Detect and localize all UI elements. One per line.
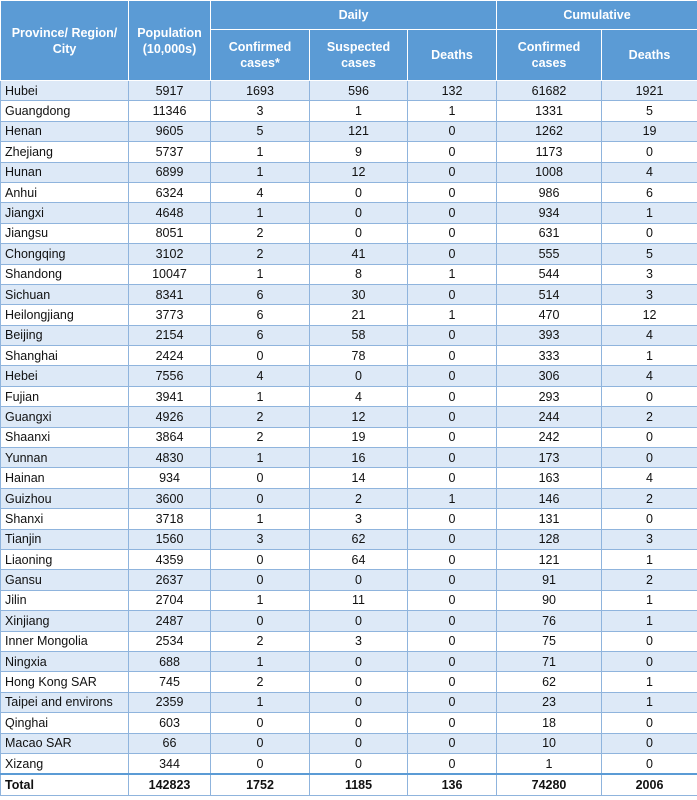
cumulative-confirmed-cell: 10 [497, 733, 602, 753]
daily-confirmed-cell: 2 [211, 427, 310, 447]
daily-deaths-cell: 0 [408, 386, 497, 406]
cumulative-confirmed-cell: 61682 [497, 81, 602, 101]
population-cell: 5737 [129, 142, 211, 162]
daily-suspected-cell: 62 [310, 529, 408, 549]
daily-suspected-cell: 4 [310, 386, 408, 406]
cumulative-deaths-cell: 1 [602, 672, 697, 692]
population-cell: 9605 [129, 121, 211, 141]
region-cell: Tianjin [1, 529, 129, 549]
daily-deaths-cell: 0 [408, 203, 497, 223]
table-row [1, 244, 697, 264]
cumulative-confirmed-cell: 293 [497, 386, 602, 406]
region-cell: Guizhou [1, 488, 129, 508]
daily-deaths-cell: 0 [408, 223, 497, 243]
daily-confirmed-cell: 4 [211, 182, 310, 202]
daily-confirmed-cell: 5 [211, 121, 310, 141]
total-daily-suspected: 1185 [310, 774, 408, 796]
table-row [1, 509, 697, 529]
region-cell: Sichuan [1, 284, 129, 304]
table-row [1, 81, 697, 101]
population-cell: 8341 [129, 284, 211, 304]
region-cell: Fujian [1, 386, 129, 406]
population-cell: 3718 [129, 509, 211, 529]
header-region: Province/ Region/ City [1, 1, 129, 81]
daily-deaths-cell: 0 [408, 651, 497, 671]
daily-deaths-cell: 0 [408, 121, 497, 141]
cumulative-confirmed-cell: 544 [497, 264, 602, 284]
daily-deaths-cell: 0 [408, 509, 497, 529]
cumulative-deaths-cell: 0 [602, 142, 697, 162]
table-row [1, 590, 697, 610]
population-cell: 2534 [129, 631, 211, 651]
cumulative-confirmed-cell: 146 [497, 488, 602, 508]
region-cell: Hubei [1, 81, 129, 101]
header-population: Population (10,000s) [129, 1, 211, 81]
table-row [1, 346, 697, 366]
population-cell: 4926 [129, 407, 211, 427]
population-cell: 3773 [129, 305, 211, 325]
cumulative-confirmed-cell: 333 [497, 346, 602, 366]
daily-deaths-cell: 0 [408, 448, 497, 468]
daily-confirmed-cell: 0 [211, 611, 310, 631]
population-cell: 934 [129, 468, 211, 488]
cumulative-deaths-cell: 3 [602, 284, 697, 304]
table-row [1, 223, 697, 243]
daily-deaths-cell: 0 [408, 346, 497, 366]
population-cell: 66 [129, 733, 211, 753]
population-cell: 4648 [129, 203, 211, 223]
region-cell: Liaoning [1, 549, 129, 569]
cumulative-confirmed-cell: 470 [497, 305, 602, 325]
cumulative-confirmed-cell: 986 [497, 182, 602, 202]
daily-confirmed-cell: 6 [211, 325, 310, 345]
region-cell: Shandong [1, 264, 129, 284]
table-row [1, 468, 697, 488]
daily-confirmed-cell: 0 [211, 346, 310, 366]
population-cell: 3941 [129, 386, 211, 406]
population-cell: 344 [129, 753, 211, 774]
cumulative-deaths-cell: 12 [602, 305, 697, 325]
cumulative-confirmed-cell: 1173 [497, 142, 602, 162]
cumulative-deaths-cell: 0 [602, 223, 697, 243]
daily-confirmed-cell: 0 [211, 488, 310, 508]
total-cumulative-confirmed: 74280 [497, 774, 602, 796]
header-daily-suspected: Suspected cases [310, 30, 408, 81]
table-row [1, 407, 697, 427]
region-cell: Shanxi [1, 509, 129, 529]
table-row [1, 284, 697, 304]
daily-deaths-cell: 1 [408, 101, 497, 121]
daily-deaths-cell: 0 [408, 366, 497, 386]
region-cell: Henan [1, 121, 129, 141]
cumulative-deaths-cell: 6 [602, 182, 697, 202]
daily-confirmed-cell: 1 [211, 692, 310, 712]
region-cell: Hunan [1, 162, 129, 182]
daily-suspected-cell: 0 [310, 692, 408, 712]
daily-suspected-cell: 64 [310, 549, 408, 569]
region-cell: Jiangsu [1, 223, 129, 243]
cumulative-deaths-cell: 0 [602, 509, 697, 529]
population-cell: 4359 [129, 549, 211, 569]
daily-confirmed-cell: 6 [211, 305, 310, 325]
daily-deaths-cell: 132 [408, 81, 497, 101]
daily-deaths-cell: 1 [408, 488, 497, 508]
daily-deaths-cell: 0 [408, 672, 497, 692]
population-cell: 745 [129, 672, 211, 692]
cumulative-deaths-cell: 3 [602, 529, 697, 549]
table-row [1, 753, 697, 774]
region-cell: Heilongjiang [1, 305, 129, 325]
daily-suspected-cell: 0 [310, 733, 408, 753]
cumulative-deaths-cell: 1 [602, 692, 697, 712]
table-row [1, 305, 697, 325]
daily-deaths-cell: 0 [408, 284, 497, 304]
population-cell: 5917 [129, 81, 211, 101]
daily-deaths-cell: 0 [408, 590, 497, 610]
daily-deaths-cell: 0 [408, 713, 497, 733]
cumulative-deaths-cell: 0 [602, 427, 697, 447]
cumulative-deaths-cell: 0 [602, 448, 697, 468]
daily-suspected-cell: 16 [310, 448, 408, 468]
region-cell: Guangdong [1, 101, 129, 121]
region-cell: Yunnan [1, 448, 129, 468]
daily-deaths-cell: 0 [408, 162, 497, 182]
total-label: Total [1, 774, 129, 796]
cumulative-confirmed-cell: 173 [497, 448, 602, 468]
daily-confirmed-cell: 1 [211, 448, 310, 468]
daily-suspected-cell: 0 [310, 182, 408, 202]
daily-suspected-cell: 58 [310, 325, 408, 345]
daily-confirmed-cell: 1693 [211, 81, 310, 101]
cumulative-deaths-cell: 4 [602, 162, 697, 182]
population-cell: 688 [129, 651, 211, 671]
daily-confirmed-cell: 6 [211, 284, 310, 304]
daily-deaths-cell: 0 [408, 182, 497, 202]
daily-confirmed-cell: 2 [211, 223, 310, 243]
daily-confirmed-cell: 3 [211, 101, 310, 121]
daily-confirmed-cell: 1 [211, 203, 310, 223]
table-header [1, 1, 697, 81]
cumulative-confirmed-cell: 1 [497, 753, 602, 774]
table-row [1, 713, 697, 733]
cumulative-deaths-cell: 0 [602, 631, 697, 651]
region-cell: Chongqing [1, 244, 129, 264]
daily-suspected-cell: 2 [310, 488, 408, 508]
cumulative-confirmed-cell: 514 [497, 284, 602, 304]
cumulative-deaths-cell: 1 [602, 346, 697, 366]
cumulative-confirmed-cell: 934 [497, 203, 602, 223]
cumulative-confirmed-cell: 75 [497, 631, 602, 651]
table-row [1, 366, 697, 386]
daily-confirmed-cell: 1 [211, 509, 310, 529]
daily-suspected-cell: 0 [310, 570, 408, 590]
cumulative-confirmed-cell: 631 [497, 223, 602, 243]
cumulative-confirmed-cell: 71 [497, 651, 602, 671]
cumulative-deaths-cell: 1921 [602, 81, 697, 101]
daily-suspected-cell: 0 [310, 223, 408, 243]
region-cell: Jilin [1, 590, 129, 610]
cumulative-deaths-cell: 0 [602, 386, 697, 406]
table-row [1, 733, 697, 753]
population-cell: 3600 [129, 488, 211, 508]
daily-deaths-cell: 1 [408, 305, 497, 325]
daily-suspected-cell: 30 [310, 284, 408, 304]
daily-confirmed-cell: 1 [211, 386, 310, 406]
daily-confirmed-cell: 1 [211, 590, 310, 610]
daily-confirmed-cell: 2 [211, 672, 310, 692]
cumulative-confirmed-cell: 23 [497, 692, 602, 712]
daily-confirmed-cell: 1 [211, 162, 310, 182]
cumulative-deaths-cell: 1 [602, 549, 697, 569]
region-cell: Zhejiang [1, 142, 129, 162]
total-population: 142823 [129, 774, 211, 796]
cumulative-confirmed-cell: 128 [497, 529, 602, 549]
cumulative-confirmed-cell: 121 [497, 549, 602, 569]
daily-deaths-cell: 0 [408, 529, 497, 549]
population-cell: 6324 [129, 182, 211, 202]
daily-suspected-cell: 3 [310, 631, 408, 651]
region-cell: Shanghai [1, 346, 129, 366]
cumulative-deaths-cell: 0 [602, 651, 697, 671]
total-daily-deaths: 136 [408, 774, 497, 796]
cumulative-confirmed-cell: 62 [497, 672, 602, 692]
population-cell: 2359 [129, 692, 211, 712]
daily-deaths-cell: 0 [408, 611, 497, 631]
region-cell: Qinghai [1, 713, 129, 733]
cumulative-deaths-cell: 4 [602, 325, 697, 345]
header-daily-confirmed: Confirmed cases* [211, 30, 310, 81]
region-cell: Ningxia [1, 651, 129, 671]
table-row [1, 264, 697, 284]
population-cell: 1560 [129, 529, 211, 549]
header-cumulative-group: Cumulative [497, 1, 697, 30]
cumulative-confirmed-cell: 131 [497, 509, 602, 529]
population-cell: 2637 [129, 570, 211, 590]
daily-deaths-cell: 0 [408, 753, 497, 774]
cumulative-deaths-cell: 3 [602, 264, 697, 284]
daily-suspected-cell: 12 [310, 162, 408, 182]
daily-confirmed-cell: 1 [211, 651, 310, 671]
daily-suspected-cell: 0 [310, 203, 408, 223]
population-cell: 2424 [129, 346, 211, 366]
region-cell: Guangxi [1, 407, 129, 427]
table-footer [1, 774, 697, 796]
daily-suspected-cell: 0 [310, 366, 408, 386]
daily-confirmed-cell: 2 [211, 407, 310, 427]
daily-suspected-cell: 9 [310, 142, 408, 162]
total-cumulative-deaths: 2006 [602, 774, 697, 796]
daily-deaths-cell: 0 [408, 570, 497, 590]
population-cell: 2154 [129, 325, 211, 345]
table-row [1, 611, 697, 631]
table-row [1, 121, 697, 141]
cumulative-confirmed-cell: 1331 [497, 101, 602, 121]
cumulative-confirmed-cell: 90 [497, 590, 602, 610]
daily-deaths-cell: 1 [408, 264, 497, 284]
daily-confirmed-cell: 0 [211, 468, 310, 488]
table-row [1, 325, 697, 345]
cumulative-confirmed-cell: 163 [497, 468, 602, 488]
daily-deaths-cell: 0 [408, 244, 497, 264]
daily-deaths-cell: 0 [408, 407, 497, 427]
table-row [1, 448, 697, 468]
table-row [1, 203, 697, 223]
daily-suspected-cell: 41 [310, 244, 408, 264]
daily-suspected-cell: 121 [310, 121, 408, 141]
daily-deaths-cell: 0 [408, 549, 497, 569]
table-row [1, 101, 697, 121]
region-cell: Gansu [1, 570, 129, 590]
cumulative-deaths-cell: 1 [602, 203, 697, 223]
cumulative-confirmed-cell: 306 [497, 366, 602, 386]
cumulative-deaths-cell: 0 [602, 753, 697, 774]
table-row [1, 631, 697, 651]
region-cell: Anhui [1, 182, 129, 202]
header-daily-deaths: Deaths [408, 30, 497, 81]
daily-deaths-cell: 0 [408, 468, 497, 488]
daily-confirmed-cell: 3 [211, 529, 310, 549]
region-cell: Hainan [1, 468, 129, 488]
region-cell: Inner Mongolia [1, 631, 129, 651]
cumulative-confirmed-cell: 18 [497, 713, 602, 733]
daily-suspected-cell: 21 [310, 305, 408, 325]
cumulative-deaths-cell: 5 [602, 244, 697, 264]
table-row [1, 182, 697, 202]
cumulative-confirmed-cell: 1008 [497, 162, 602, 182]
daily-confirmed-cell: 2 [211, 244, 310, 264]
region-cell: Hong Kong SAR [1, 672, 129, 692]
table-row [1, 549, 697, 569]
cumulative-confirmed-cell: 555 [497, 244, 602, 264]
cumulative-deaths-cell: 1 [602, 611, 697, 631]
population-cell: 603 [129, 713, 211, 733]
daily-suspected-cell: 11 [310, 590, 408, 610]
cumulative-confirmed-cell: 244 [497, 407, 602, 427]
table-row [1, 162, 697, 182]
table-row [1, 672, 697, 692]
header-daily-group: Daily [211, 1, 497, 30]
daily-suspected-cell: 0 [310, 753, 408, 774]
region-cell: Taipei and environs [1, 692, 129, 712]
region-cell: Macao SAR [1, 733, 129, 753]
region-cell: Hebei [1, 366, 129, 386]
table-body [1, 81, 697, 775]
region-cell: Beijing [1, 325, 129, 345]
cumulative-deaths-cell: 0 [602, 733, 697, 753]
daily-deaths-cell: 0 [408, 325, 497, 345]
cumulative-deaths-cell: 4 [602, 366, 697, 386]
region-cell: Shaanxi [1, 427, 129, 447]
region-cell: Jiangxi [1, 203, 129, 223]
cumulative-deaths-cell: 5 [602, 101, 697, 121]
daily-suspected-cell: 1 [310, 101, 408, 121]
daily-confirmed-cell: 1 [211, 142, 310, 162]
daily-confirmed-cell: 4 [211, 366, 310, 386]
header-cumulative-confirmed: Confirmed cases [497, 30, 602, 81]
cumulative-deaths-cell: 2 [602, 488, 697, 508]
region-cell: Xinjiang [1, 611, 129, 631]
region-cell: Xizang [1, 753, 129, 774]
cumulative-deaths-cell: 4 [602, 468, 697, 488]
cumulative-confirmed-cell: 1262 [497, 121, 602, 141]
daily-deaths-cell: 0 [408, 427, 497, 447]
cumulative-deaths-cell: 1 [602, 590, 697, 610]
population-cell: 7556 [129, 366, 211, 386]
table-row [1, 651, 697, 671]
population-cell: 3102 [129, 244, 211, 264]
daily-suspected-cell: 8 [310, 264, 408, 284]
table-row [1, 692, 697, 712]
population-cell: 2487 [129, 611, 211, 631]
cumulative-deaths-cell: 2 [602, 570, 697, 590]
daily-suspected-cell: 19 [310, 427, 408, 447]
population-cell: 2704 [129, 590, 211, 610]
daily-confirmed-cell: 0 [211, 549, 310, 569]
total-daily-confirmed: 1752 [211, 774, 310, 796]
population-cell: 4830 [129, 448, 211, 468]
table-row [1, 488, 697, 508]
table-row [1, 386, 697, 406]
daily-deaths-cell: 0 [408, 733, 497, 753]
cumulative-confirmed-cell: 76 [497, 611, 602, 631]
cumulative-deaths-cell: 0 [602, 713, 697, 733]
daily-suspected-cell: 3 [310, 509, 408, 529]
population-cell: 8051 [129, 223, 211, 243]
cumulative-confirmed-cell: 91 [497, 570, 602, 590]
population-cell: 10047 [129, 264, 211, 284]
daily-confirmed-cell: 2 [211, 631, 310, 651]
daily-suspected-cell: 596 [310, 81, 408, 101]
daily-confirmed-cell: 0 [211, 713, 310, 733]
daily-confirmed-cell: 0 [211, 570, 310, 590]
daily-deaths-cell: 0 [408, 692, 497, 712]
table-row [1, 570, 697, 590]
cumulative-confirmed-cell: 242 [497, 427, 602, 447]
population-cell: 6899 [129, 162, 211, 182]
daily-suspected-cell: 12 [310, 407, 408, 427]
daily-suspected-cell: 0 [310, 672, 408, 692]
daily-suspected-cell: 0 [310, 651, 408, 671]
daily-confirmed-cell: 0 [211, 733, 310, 753]
daily-confirmed-cell: 1 [211, 264, 310, 284]
total-row [1, 774, 697, 796]
population-cell: 11346 [129, 101, 211, 121]
table-row [1, 529, 697, 549]
cumulative-deaths-cell: 19 [602, 121, 697, 141]
daily-suspected-cell: 14 [310, 468, 408, 488]
daily-suspected-cell: 0 [310, 713, 408, 733]
table-row [1, 142, 697, 162]
cumulative-deaths-cell: 2 [602, 407, 697, 427]
daily-suspected-cell: 0 [310, 611, 408, 631]
daily-deaths-cell: 0 [408, 631, 497, 651]
table-row [1, 427, 697, 447]
daily-deaths-cell: 0 [408, 142, 497, 162]
daily-suspected-cell: 78 [310, 346, 408, 366]
cumulative-confirmed-cell: 393 [497, 325, 602, 345]
daily-confirmed-cell: 0 [211, 753, 310, 774]
header-cumulative-deaths: Deaths [602, 30, 697, 81]
population-cell: 3864 [129, 427, 211, 447]
